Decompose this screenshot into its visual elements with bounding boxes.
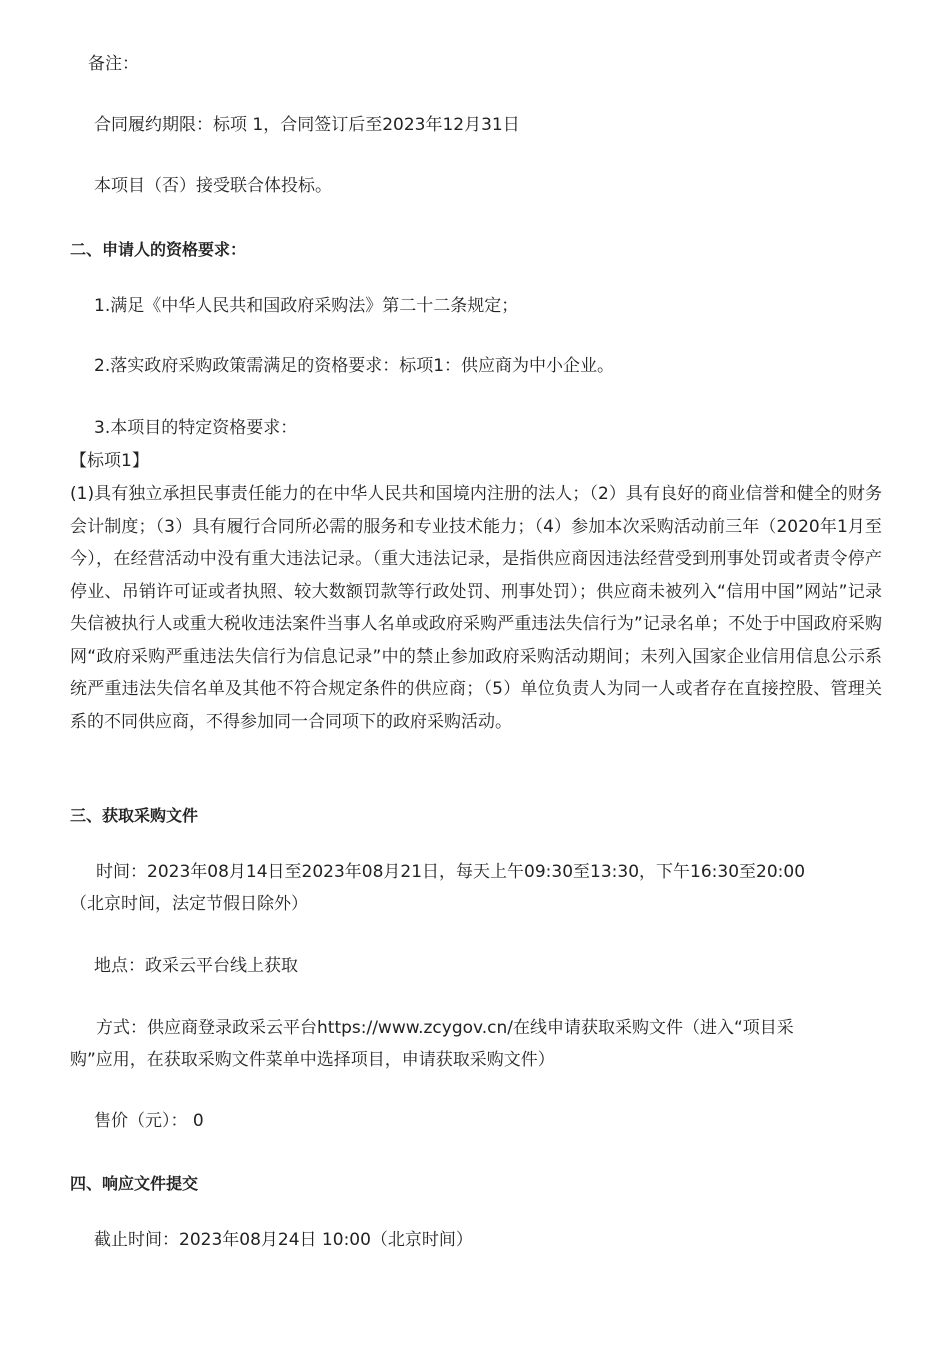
lot-1-label: 【标项1】 (70, 451, 149, 471)
requirement-1-text: 1.满足《中华人民共和国政府采购法》第二十二条规定； (94, 296, 519, 316)
section-2-heading: 二、申请人的资格要求： (70, 240, 247, 259)
deadline-text: 截止时间：2023年08月24日 10:00（北京时间） (94, 1230, 473, 1250)
requirement-2-text: 2.落实政府采购政策需满足的资格要求：标项1：供应商为中小企业。 (94, 356, 615, 376)
requirement-3-text: 3.本项目的特定资格要求： (94, 418, 298, 438)
acquisition-place-text: 地点：政采云平台线上获取 (94, 956, 298, 976)
section-4-heading: 四、响应文件提交 (70, 1174, 199, 1193)
consortium-text: 本项目（否）接受联合体投标。 (94, 176, 332, 196)
section-3-heading: 三、获取采购文件 (70, 806, 199, 825)
acquisition-time-text-line-2: （北京时间，法定节假日除外） (70, 894, 308, 914)
remarks-label: 备注： (88, 54, 139, 74)
contract-period-text: 合同履约期限：标项 1，合同签订后至2023年12月31日 (94, 115, 520, 135)
acquisition-time-text-line-1: 时间：2023年08月14日至2023年08月21日，每天上午09:30至13:30，下午16:30至20:00 (96, 862, 806, 882)
lot-1-qualification-paragraph: (1)具有独立承担民事责任能力的在中华人民共和国境内注册的法人；（2）具有良好的商业信誉和健全的财务会计制度；（3）具有履行合同所必需的服务和专业技术能力；（4）参加本次采购活动前三年（2020年1月至今），在经营活动中没有重大违法记录。（重大违法记录，是指供应商因违法经营受到刑事处罚或者责令停产停业、吊销许可证或者执照、较大数额罚款等行政处罚、刑事处罚）；供应商未被列入“信用中国”网站”记录失信被执行人或重大税收违法案件当事人名单或政府采购严重违法失信行为”记录名单；不处于中国政府采购网“政府采购严重违法失信行为信息记录”中的禁止参加政府采购活动期间；未列入国家企业信用信息公示系统严重违法失信名单及其他不符合规定条件的供应商；（5）单位负责人为同一人或者存在直接控股、管理关系的不同供应商，不得参加同一合同项下的政府采购活动。 (70, 484, 882, 732)
acquisition-method-text-line-2: 购”应用，在获取采购文件菜单中选择项目，申请获取采购文件） (70, 1050, 555, 1070)
acquisition-method-text-line-1: 方式：供应商登录政采云平台https://www.zcygov.cn/在线申请获取采购文件（进入“项目采 (96, 1018, 794, 1038)
price-text: 售价（元）： 0 (94, 1111, 204, 1131)
